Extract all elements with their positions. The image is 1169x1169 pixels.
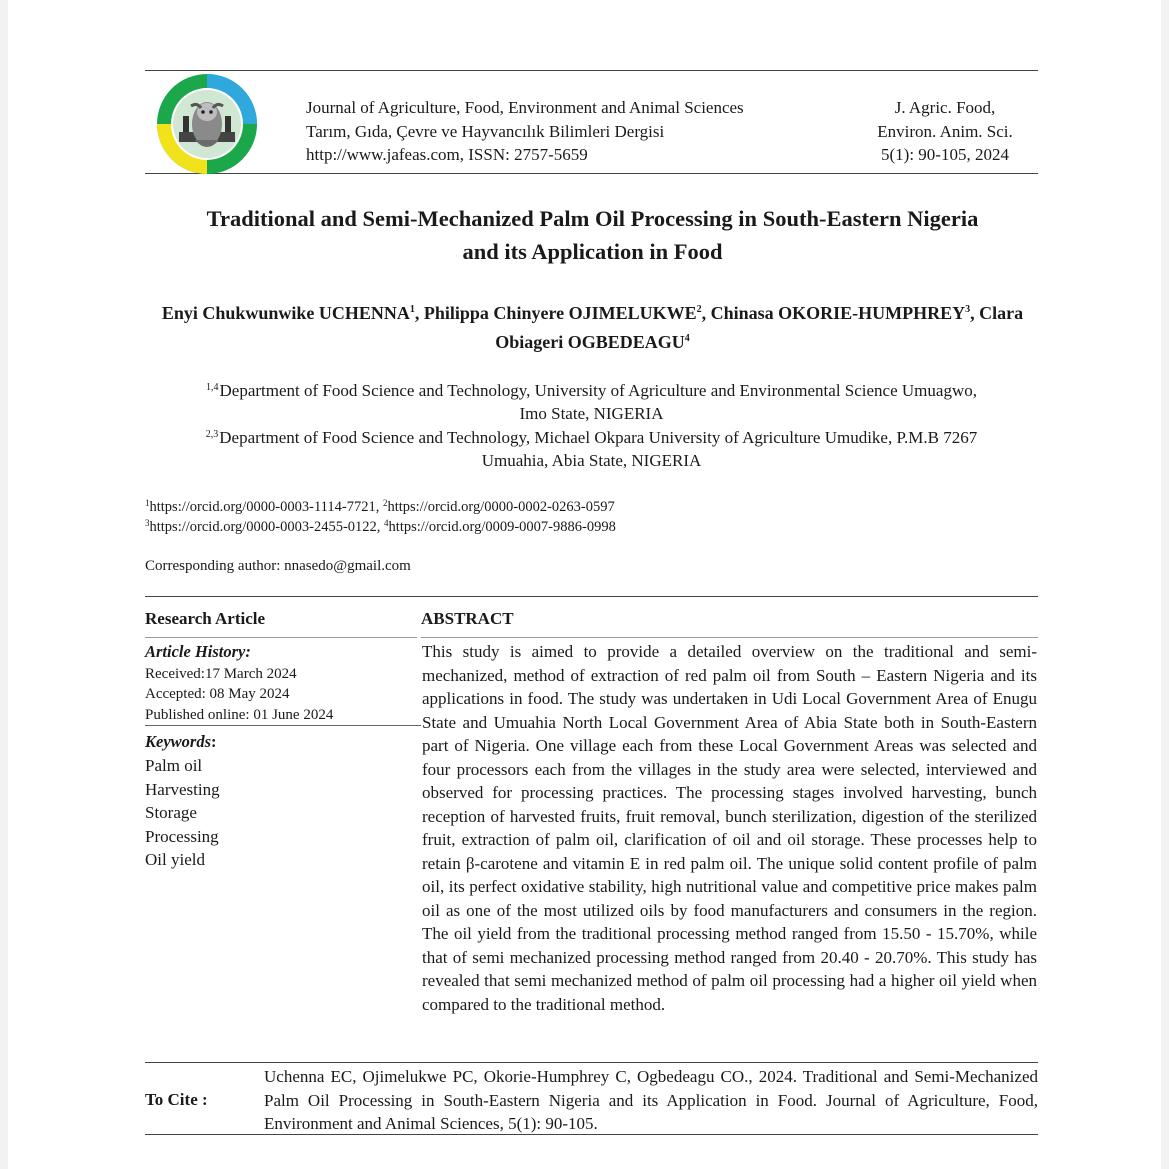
author-1: Enyi Chukwunwike UCHENNA$^1$, [161,303,424,323]
accepted-date: Accepted: 08 May 2024 [145,686,290,702]
title-line-1: Traditional and Semi-Mechanized Palm Oil Processing in South-Eastern Nigeria [206,206,979,231]
history-rule [145,725,421,726]
cite-bottom-rule [145,1134,1038,1135]
journal-abbrev-2: Environ. Anim. Sci. [877,122,1013,141]
author-2: Philippa Chinyere OJIMELUKWE$^2$, [423,303,711,323]
affiliation-2: $^{2,3}$Department of Food Science and Technology, Michael Okpara University of Agriculture Umudike, P.M.B 7267 Umuahia, Abia State, NIGERIA [205,428,978,470]
article-history-label: Article History: [145,642,251,661]
author-3: Chinasa OKORIE-HUMPHREY$^3$, [710,303,980,323]
journal-url-issn: http://www.jafeas.com, ISSN: 2757-5659 [306,145,588,164]
corresponding-author: Corresponding author: nnasedo@gmail.com [145,558,411,574]
orcid-line-2: $^3$https://orcid.org/0000-0003-2455-0122, $^4$https://orcid.org/0009-0007-9886-0998 [145,518,616,535]
header-top-rule [145,70,1038,71]
article-type: Research Article [145,609,266,628]
journal-abbrev-1: J. Agric. Food, [894,98,996,117]
author-4: Clara Obiageri OGBEDEAGU$^4$ [495,303,1024,352]
keyword-item: Processing [145,827,219,846]
journal-logo-icon [155,72,259,176]
keyword-item: Oil yield [145,850,205,869]
keywords-label: Keywords: [145,732,217,751]
abstract-text: This study is aimed to provide a detailed overview on the traditional and semi-mechanized, method of extraction of red palm oil from South – Eastern Nigeria and its applications in food. The study was undertaken in Udi Local Government Area of Enugu State and Umuahia North Local Government Area of Abia State both in South-Eastern part of Nigeria. One village each from these Local Government Areas was selected and four processors each from the villages in the study area were selected, interviewed and observed for processing practices. The processing stages involved harvesting, bunch reception of harvested fruits, fruit removal, bunch sterilization, digestion of the sterilized fruit, extraction of palm oil, clarification of oil and oil storage. These processes help to retain β-carotene and vitamin E in red palm oil. The unique solid content profile of palm oil, its perfect oxidative stability, high nutritional value and competitive price makes palm oil as one of the most utilized oils by food manufacturers and consumers in the region. The oil yield from the traditional processing method ranged from 15.50 - 15.70%, while that of semi mechanized processing method ranged from 20.40 - 20.70%. This study has revealed that semi mechanized method of palm oil processing had a higher oil yield when compared to the traditional method. [422,642,1037,1014]
abstract-heading-rule [421,637,1038,638]
published-date: Published online: 01 June 2024 [145,707,334,723]
to-cite-label: To Cite : [145,1090,208,1109]
journal-name-en: Journal of Agriculture, Food, Environment and Animal Sciences [306,98,744,117]
orcid-link-2[interactable]: $^2$https://orcid.org/0000-0002-0263-0597 [382,498,615,515]
article-info-top-rule [145,596,1038,597]
orcid-line-1: $^1$https://orcid.org/0000-0003-1114-7721, $^2$https://orcid.org/0000-0002-0263-0597 [145,498,615,515]
orcid-link-4[interactable]: $^4$https://orcid.org/0009-0007-9886-0998 [384,518,616,535]
title-line-2: and its Application in Food [462,239,723,264]
keyword-item: Palm oil [145,756,203,775]
keyword-item: Harvesting [145,780,220,799]
author-list [150,297,1035,355]
paper-title [150,202,1035,268]
abstract-heading: ABSTRACT [421,609,514,628]
citation-text: Uchenna EC, Ojimelukwe PC, Okorie-Humphrey C, Ogbedeagu CO., 2024. Traditional and Semi-Mechanized Palm Oil Processing in South-Eastern Nigeria and its Application in Food. Journal of Agriculture, Food, Environment and Animal Sciences, 5(1): 90-105. [264,1067,1038,1133]
journal-volume-pages: 5(1): 90-105, 2024 [881,145,1009,164]
keyword-item: Storage [145,803,197,822]
received-date: Received:17 March 2024 [145,666,297,682]
orcid-link-3[interactable]: $^3$https://orcid.org/0000-0003-2455-0122 [145,518,377,535]
journal-name-tr: Tarım, Gıda, Çevre ve Hayvancılık Bilimleri Dergisi [306,122,665,141]
header-bottom-rule [145,173,1038,174]
cite-top-rule [145,1062,1038,1063]
affiliation-1: $^{1,4}$Department of Food Science and Technology, University of Agriculture and Environmental Science Umuagwo, Imo State, NIGERIA [206,381,977,423]
orcid-link-1[interactable]: $^1$https://orcid.org/0000-0003-1114-7721 [145,498,376,515]
sidebar-heading-rule [145,637,417,638]
